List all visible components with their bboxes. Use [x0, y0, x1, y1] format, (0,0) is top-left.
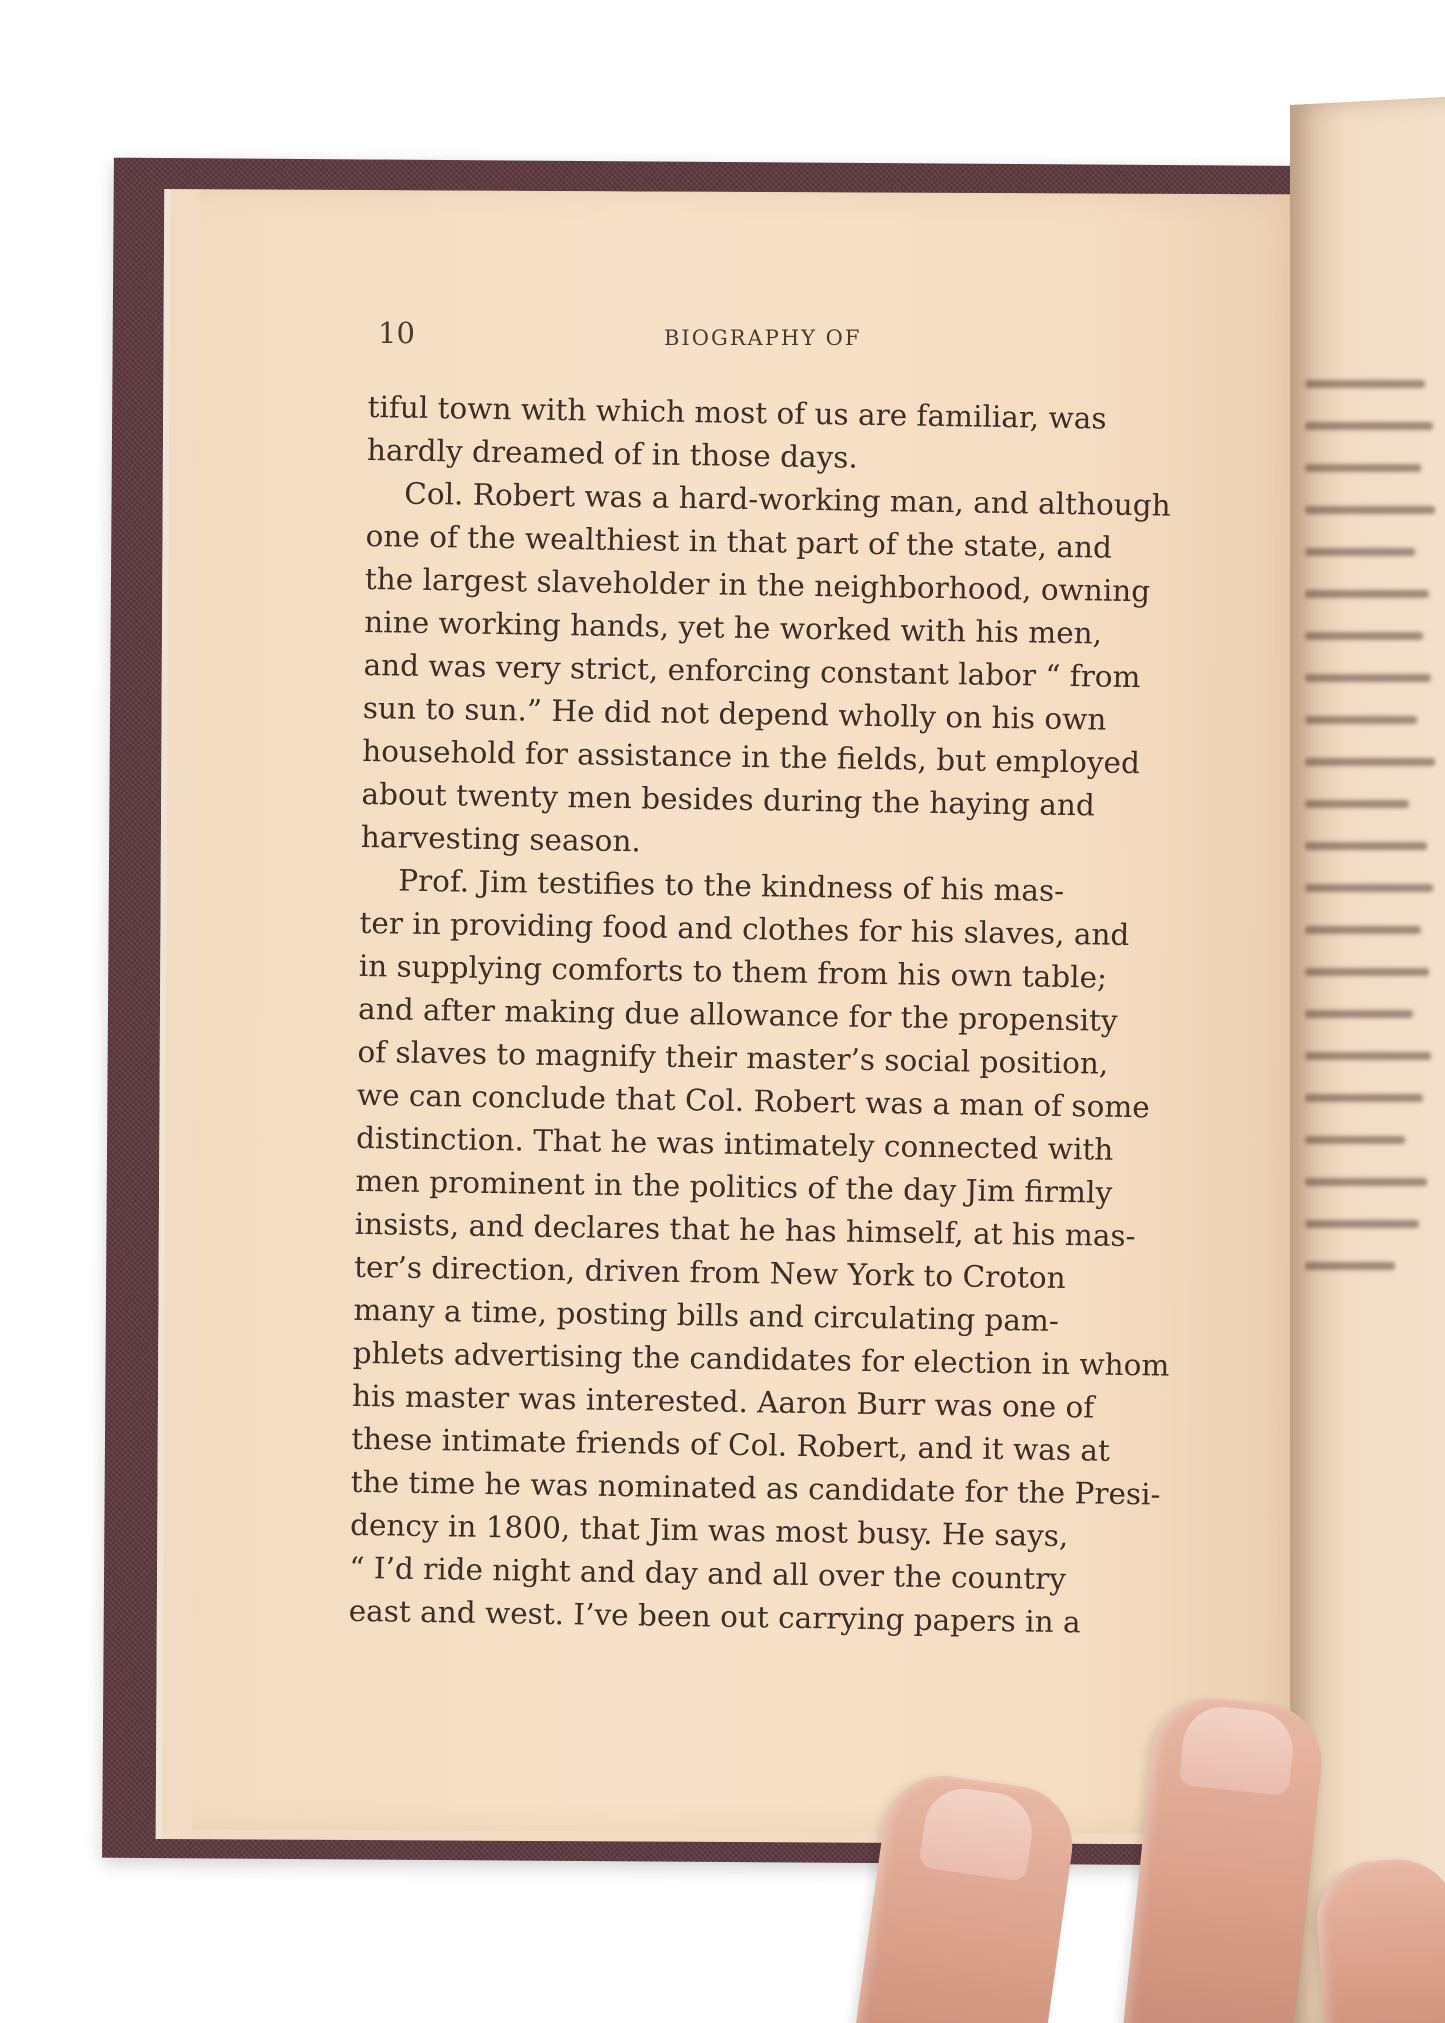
text-line: the time he was nominated as candidate for the Presi- — [350, 1464, 1161, 1512]
text-line: phlets advertising the candidates for election in whom — [352, 1335, 1170, 1383]
text-line: ter’s direction, driven from New York to Croton — [353, 1249, 1066, 1296]
text-line: of slaves to magnify their master’s social position, — [357, 1034, 1109, 1081]
text-line: and after making due allowance for the propensity — [357, 991, 1118, 1038]
page-number: 10 — [378, 316, 415, 350]
text-line: “ I’d ride night and day and all over the country — [349, 1550, 1067, 1597]
text-line: Prof. Jim testifies to the kindness of his mas- — [397, 863, 1065, 908]
text-line: insists, and declares that he has himself, at his mas- — [354, 1206, 1136, 1254]
text-line: one of the wealthiest in that part of the state, and — [365, 518, 1113, 565]
text-line: about twenty men besides during the haying and — [361, 776, 1096, 823]
text-line: Col. Robert was a hard-working man, and although — [404, 476, 1171, 523]
text-line: men prominent in the politics of the day Jim firmly — [355, 1163, 1113, 1210]
text-line: in supplying comforts to them from his own table; — [358, 948, 1108, 995]
third-finger — [1313, 1855, 1445, 2023]
text-line: ter in providing food and clothes for his slaves, and — [359, 905, 1130, 953]
right-page-blurred-text — [1305, 380, 1445, 1680]
text-line: east and west. I’ve been out carrying papers in a — [348, 1593, 1081, 1640]
index-nail — [918, 1784, 1037, 1882]
text-line: household for assistance in the fields, but employed — [361, 733, 1141, 781]
text-line: we can conclude that Col. Robert was a man of some — [356, 1077, 1151, 1125]
text-line: these intimate friends of Col. Robert, and it was at — [351, 1421, 1111, 1468]
text-line: and was very strict, enforcing constant labor “ from — [363, 647, 1141, 695]
running-head: BIOGRAPHY OF — [664, 326, 862, 350]
text-line: the largest slaveholder in the neighborhood, owning — [364, 561, 1151, 609]
text-line: tiful town with which most of us are familiar, was — [367, 389, 1107, 436]
text-line: his master was interested. Aaron Burr was one of — [351, 1378, 1095, 1425]
thumb-nail — [1179, 1703, 1297, 1796]
text-line: sun to sun.” He did not depend wholly on his own — [362, 690, 1107, 737]
text-line: hardly dreamed of in those days. — [366, 432, 859, 475]
text-line: distinction. That he was intimately connected with — [355, 1120, 1114, 1167]
page-body-text — [348, 386, 1177, 1646]
page-header — [378, 316, 898, 356]
text-line: dency in 1800, that Jim was most busy. He says, — [349, 1507, 1069, 1554]
text-line: nine working hands, yet he worked with his men, — [364, 604, 1103, 651]
thumb-finger — [1123, 1692, 1328, 2023]
text-line: many a time, posting bills and circulating pam- — [353, 1292, 1060, 1338]
text-line: harvesting season. — [360, 819, 642, 859]
